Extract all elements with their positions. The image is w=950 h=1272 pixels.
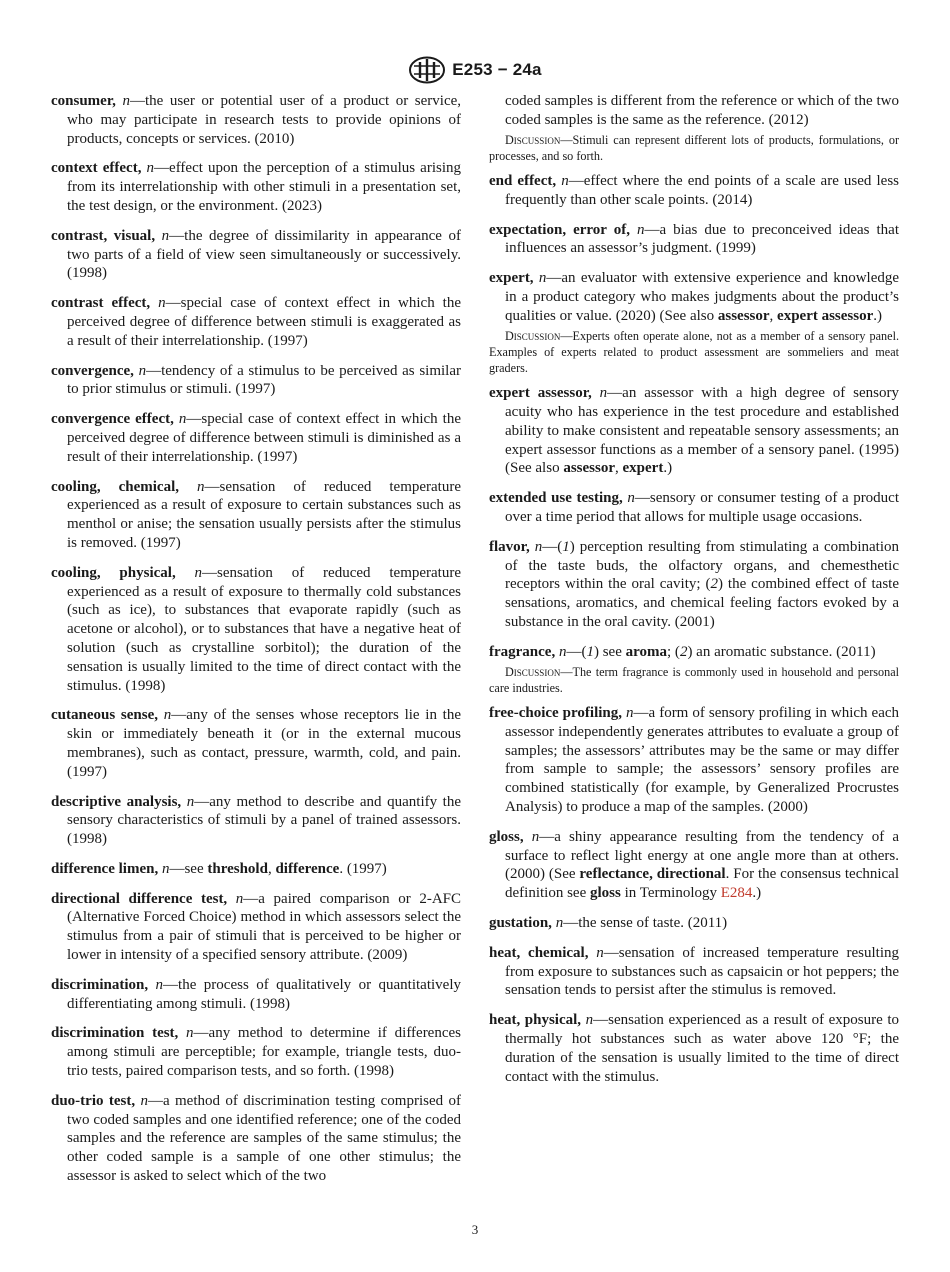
definition-entry: cooling, physical, n—sensation of reduced temperature experienced as a result of exposure to thermally cold substances (such as ice), to substances that evaporate rapidly (such as acetone or alcohol), or to substances that have a negative heat of solution (such as crystalline sorbitol); the duration of the sensation is usually limited to the time of direct contact with the stimulus. (1998) (51, 564, 461, 694)
cross-reference: expert (622, 460, 664, 477)
discussion-note: Discussion—Stimuli can represent different lots of products, formulations, or processes, and so forth. (489, 132, 899, 163)
definition-entry: discrimination, n—the process of qualitatively or quantitatively differentiating among stimuli. (1998) (51, 976, 462, 1012)
right-column (489, 92, 899, 1097)
cross-reference: reflectance, directional (579, 866, 726, 883)
cross-reference: gloss (589, 885, 621, 902)
definition-entry: heat, physical, n—sensation experienced as a result of exposure to thermally hot substances such as water above 120 °F; the duration of the sensation is usually limited to the time of direct contact with the stimulus. (489, 1012, 899, 1085)
definition-entry: expert, n—an evaluator with extensive experience and knowledge in a product category who makes judgments about the product’s qualities or value. (2020) (See also assessor, expert assessor.) (489, 270, 900, 324)
page-number: 3 (471, 1222, 479, 1237)
cross-reference: threshold (207, 860, 268, 877)
definition-entry: end effect, n—effect where the end points of a scale are used less frequently than other scale points. (2014) (489, 173, 899, 208)
definition-entry: heat, chemical, n—sensation of increased temperature resulting from exposure to substances such as capsaicin or hot peppers; the sensation tends to persist after the stimulus is removed. (489, 944, 899, 999)
definition-entry: expert assessor, n—an assessor with a high degree of sensory acuity who has experience in the test procedure and established ability to make consistent and repeatable sensory assessments; an expert assessor functions as a member of a sensory panel. (1995) (See also assessor, expert.) (489, 385, 900, 477)
cross-reference: expert assessor (777, 307, 874, 324)
definition-entry: convergence effect, n—special case of context effect in which the perceived degree of difference between stimuli is diminished as a result of their interrelationship. (1997) (51, 411, 461, 465)
definition-entry: convergence, n—tendency of a stimulus to be perceived as similar to prior stimulus or stimuli. (1997) (51, 362, 461, 398)
definition-entry: contrast effect, n—special case of context effect in which the perceived degree of difference between stimuli is exaggerated as a result of their interrelationship. (1997) (51, 295, 461, 349)
definition-entry: gustation, n—the sense of taste. (2011) (489, 914, 728, 931)
definition-entry: free-choice profiling, n—a form of sensory profiling in which each assessor independently generates attributes to evaluate a group of samples; the assessors’ attributes may be the same or may differ from sample to sample; the assessors’ sensory profiles are combined statistically (for example, by Generalized Procrustes Analysis) to produce a map of the samples. (2000) (489, 704, 900, 815)
page-header (0, 55, 950, 85)
cross-reference: assessor (717, 307, 770, 324)
definition-entry: difference limen, n—see threshold, difference. (1997) (51, 860, 387, 877)
astm-logo-icon (408, 56, 446, 84)
definition-entry: duo-trio test, n—a method of discrimination testing comprised of two coded samples and one identified reference; one of the coded samples and the reference are samples of the same stimulus; the other coded sample is a sample of one other stimulus; the assessor is asked to select which of the two (51, 1092, 461, 1185)
cross-reference: difference (275, 860, 340, 877)
document-designation: E253 − 24a (452, 60, 542, 79)
cross-reference: aroma (625, 643, 668, 660)
definition-entry: flavor, n—(1) perception resulting from stimulating a combination of the taste buds, the olfactory organs, and chemesthetic receptors within the oral cavity; (2) the combined effect of taste sensations, aromatics, and chemical feeling factors evoked by a substance in the oral cavity. (2001) (489, 538, 900, 630)
definition-continuation: coded samples is different from the reference or which of the two coded samples is the same as the reference. (2012) (505, 93, 899, 128)
definition-entry: context effect, n—effect upon the perception of a stimulus arising from its interrelationship with other stimuli in a presentation set, the test design, or the environment. (2023) (51, 160, 462, 214)
definition-entry: contrast, visual, n—the degree of dissimilarity in appearance of two parts of a field of view seen simultaneously or successively. (1998) (51, 227, 461, 282)
definition-entry: extended use testing, n—sensory or consumer testing of a product over a time period that allows for multiple usage occasions. (489, 490, 900, 525)
definition-entry: directional difference test, n—a paired comparison or 2-AFC (Alternative Forced Choice) method in which assessors select the stimulus from a pair of stimuli that is perceived to be higher or lower in intensity of a specified sensory attribute. (2009) (51, 890, 461, 964)
discussion-note: Discussion—The term fragrance is commonly used in household and personal care industries. (489, 664, 899, 695)
definition-entry: fragrance, n—(1) see aroma; (2) an aromatic substance. (2011) (489, 643, 876, 660)
definition-entry: consumer, n—the user or potential user of a product or service, who may participate in research tests to provide opinions of products, concepts or services. (2010) (51, 93, 462, 147)
cross-reference: assessor (563, 460, 615, 477)
definition-entry: cooling, chemical, n—sensation of reduced temperature experienced as a result of exposure to certain substances such as menthol or anise; the sensation usually persists after the stimulus is removed. (1997) (51, 478, 461, 551)
definition-entry: discrimination test, n—any method to determine if differences among stimuli are perceptible; for example, triangle tests, duo-trio tests, paired comparison tests, and so forth. (1998) (51, 1025, 461, 1080)
discussion-note: Discussion—Experts often operate alone, not as a member of a sensory panel. Examples of experts related to product assessment are sommeliers and meat graders. (489, 328, 899, 375)
left-column (51, 92, 461, 1197)
e284-link[interactable]: E284 (720, 885, 753, 902)
definition-entry: descriptive analysis, n—any method to describe and quantify the sensory characteristics of stimuli by a panel of trained assessors. (1998) (51, 793, 462, 848)
definition-entry: gloss, n—a shiny appearance resulting from the tendency of a surface to reflect light energy at one angle more than at others. (2000) (See reflectance, directional. For the consensus technical definition see gloss in Terminology E284.) (489, 828, 900, 902)
definition-entry: expectation, error of, n—a bias due to preconceived ideas that influences an assessor’s judgment. (1999) (489, 221, 900, 257)
definition-entry: cutaneous sense, n—any of the senses whose receptors lie in the skin or immediately beneath it (or in the external mucous membranes), such as contact, pressure, warmth, cold, and pain. (1997) (51, 707, 462, 780)
